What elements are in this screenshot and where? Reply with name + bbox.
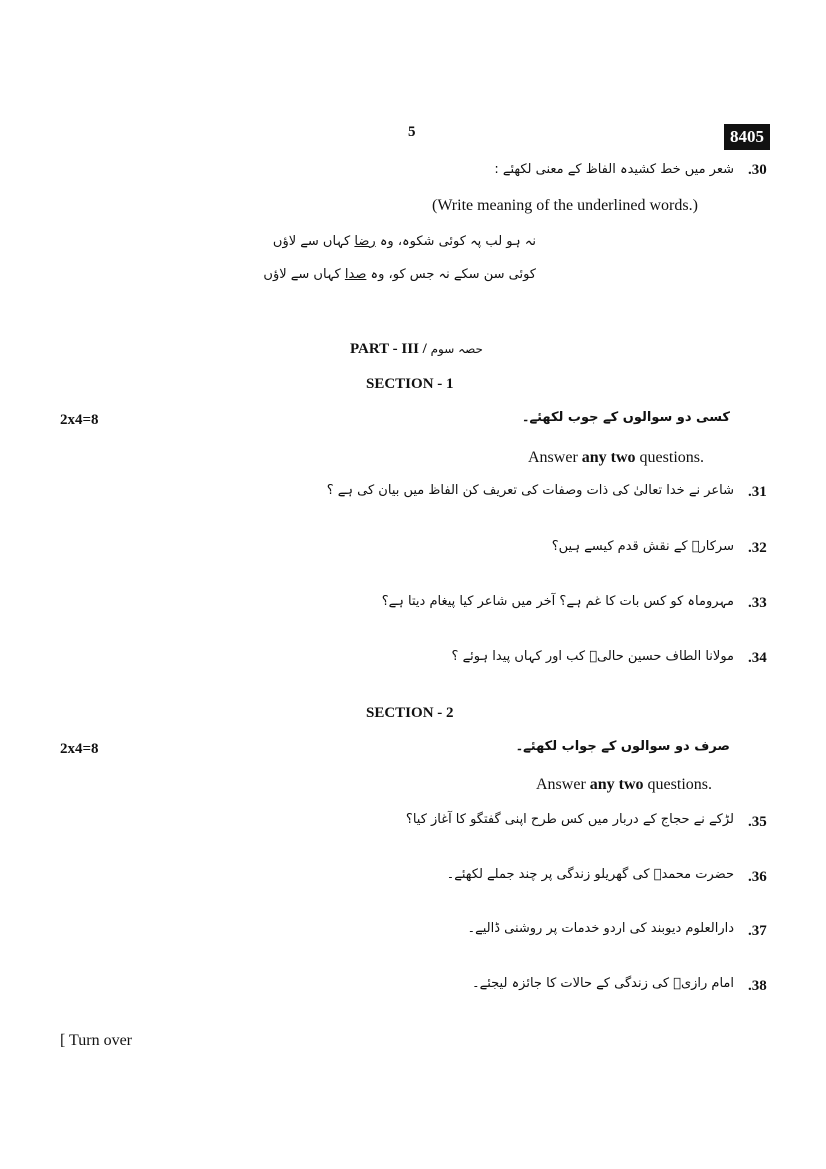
section-instruction-urdu: کسی دو سوالوں کے جوب لکھئے۔ (521, 410, 730, 425)
question-number: .32 (748, 540, 767, 556)
question-text: شاعر نے خدا تعالیٰ کی ذات وصفات کی تعریف کن الفاظ میں بیان کی ہے ؟ (326, 483, 734, 498)
question-text: شعر میں خط کشیدہ الفاظ کے معنی لکھئے : (494, 162, 734, 177)
part-title-urdu: حصہ سوم (430, 342, 483, 356)
instruction-text: questions. (635, 449, 704, 466)
section-instruction-english (528, 449, 704, 467)
question-text: حضرت محمدؐ کی گھریلو زندگی پر چند جملے لکھئے۔ (446, 867, 734, 882)
section-instruction-urdu: صرف دو سوالوں کے جواب لکھئے۔ (515, 739, 730, 754)
part-heading (350, 341, 483, 358)
turn-over-note: [ Turn over (60, 1032, 133, 1049)
instruction-emphasis: any two (581, 449, 636, 466)
part-title: PART - III / (350, 341, 427, 357)
verse-text: کہاں سے لاؤں (272, 234, 351, 249)
underlined-word: صدا (344, 267, 367, 282)
instruction-text: Answer (536, 776, 590, 793)
verse-line (263, 267, 536, 282)
question-text: امام رازیؒ کی زندگی کے حالات کا جائزہ لیجئے۔ (472, 976, 734, 991)
underlined-word: رضا (354, 234, 376, 249)
marks-label: 2x4=8 (60, 741, 99, 757)
instruction-text: Answer (528, 449, 582, 466)
question-number: .35 (748, 814, 767, 830)
question-text: سرکارؐ کے نقش قدم کیسے ہیں؟ (551, 539, 734, 554)
question-text: مولانا الطاف حسین حالیؔ کب اور کہاں پیدا ہوئے ؟ (451, 649, 734, 664)
section-heading: SECTION - 1 (366, 376, 454, 392)
section-heading: SECTION - 2 (366, 705, 454, 721)
question-text: مہروماہ کو کس بات کا غم ہے؟ آخر میں شاعر کیا پیغام دیتا ہے؟ (381, 594, 734, 609)
question-number: .37 (748, 923, 767, 939)
question-number: .34 (748, 650, 767, 666)
verse-text: کوئی سن سکے نہ جس کو، وہ (370, 267, 536, 282)
question-text: دارالعلوم دیوبند کی اردو خدمات پر روشنی ڈالیے۔ (467, 921, 734, 936)
paper-code-badge: 8405 (724, 124, 770, 150)
question-number: .31 (748, 484, 767, 500)
question-number: .33 (748, 595, 767, 611)
question-number: .36 (748, 869, 767, 885)
verse-text: کہاں سے لاؤں (263, 267, 341, 282)
question-english-instruction: (Write meaning of the underlined words.) (432, 197, 698, 214)
page-number: 5 (408, 124, 416, 140)
marks-label: 2x4=8 (60, 412, 99, 428)
question-number: .30 (748, 162, 767, 178)
instruction-emphasis: any two (589, 776, 644, 793)
section-instruction-english (536, 776, 712, 794)
question-number: .38 (748, 978, 767, 994)
verse-text: نہ ہو لب پہ کوئی شکوہ، وہ (379, 234, 536, 249)
verse-line (273, 234, 536, 249)
question-text: لڑکے نے حجاج کے دربار میں کس طرح اپنی گفتگو کا آغاز کیا؟ (405, 812, 734, 827)
instruction-text: questions. (643, 776, 712, 793)
